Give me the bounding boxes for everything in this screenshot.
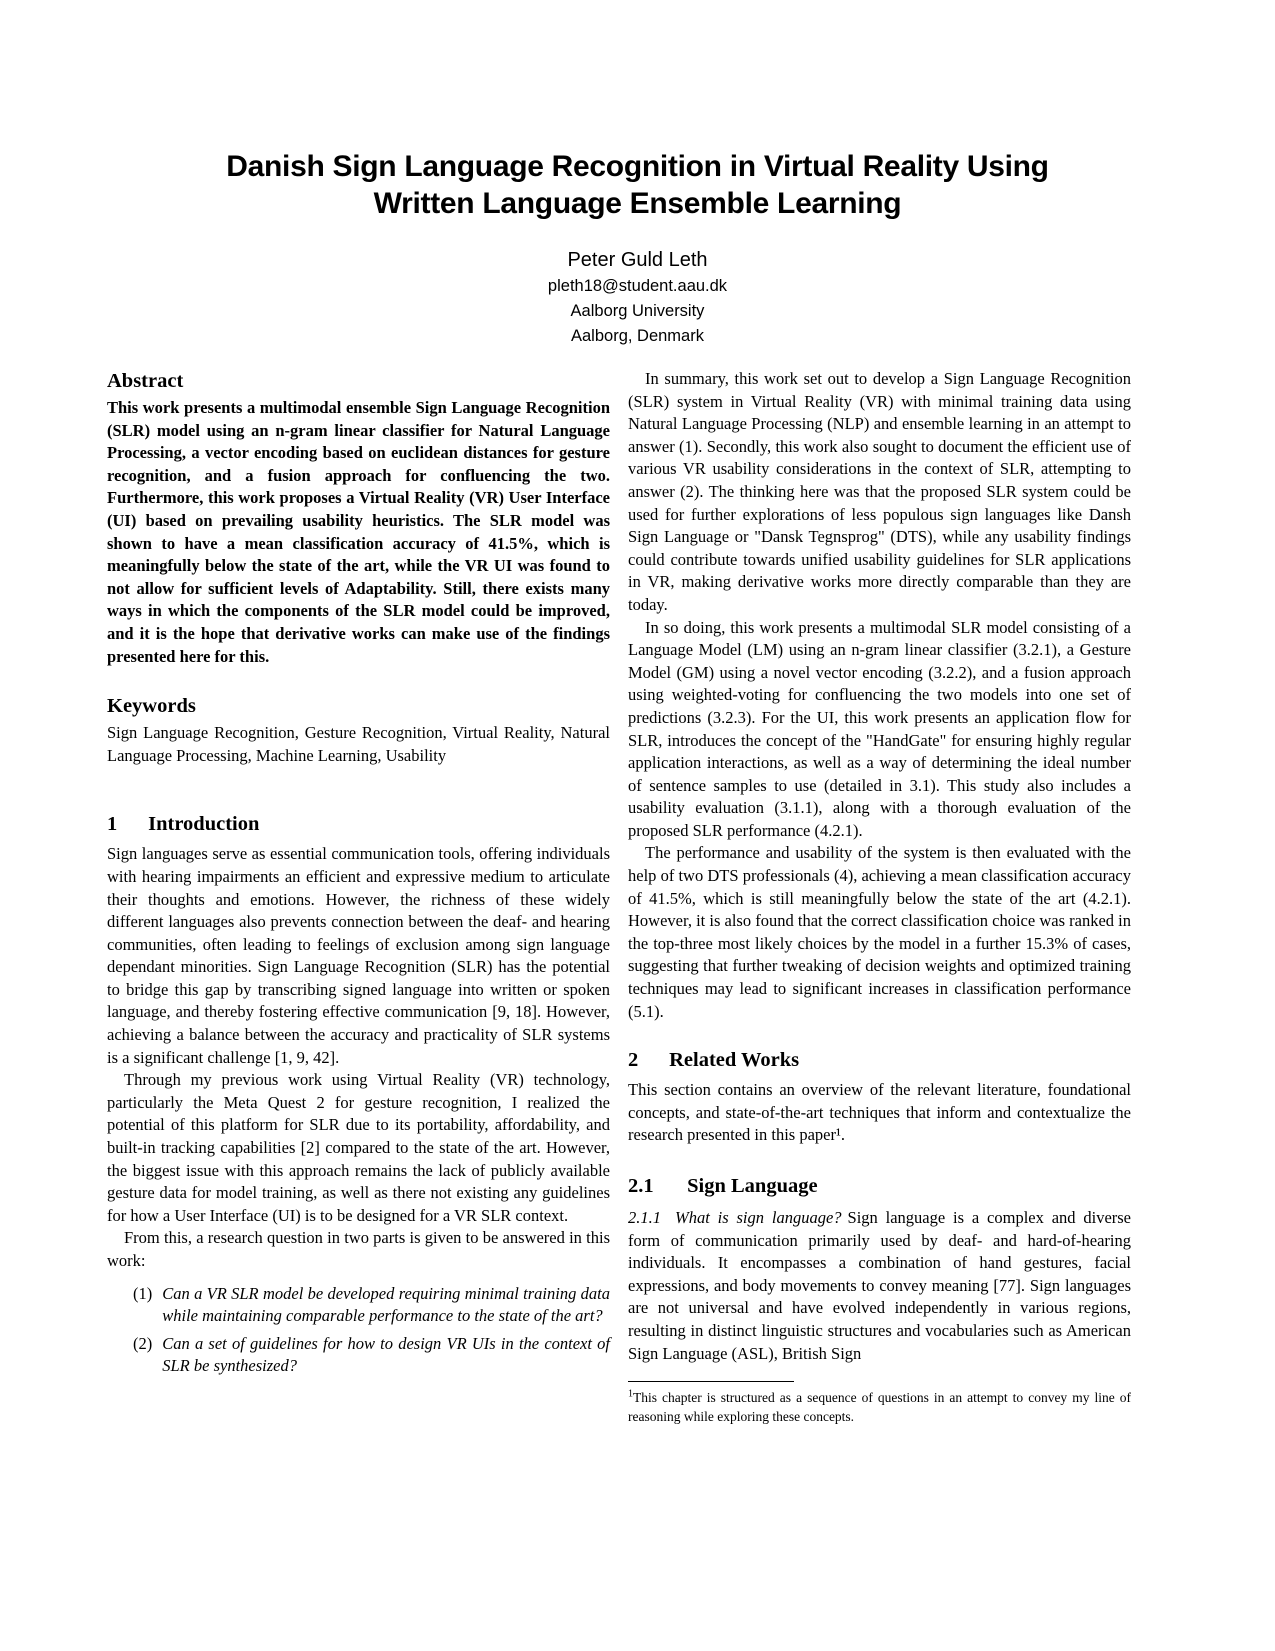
section-2-1-heading — [628, 1173, 1131, 1199]
section-2-heading — [628, 1047, 1131, 1073]
paper-title-line-2: Written Language Ensemble Learning — [373, 187, 902, 220]
footnote-marker: 1 — [628, 1388, 633, 1400]
intro-paragraph-2: Through my previous work using Virtual Reality (VR) technology, particularly the Meta Quest 2 for gesture recognition, I realized the potential of this platform for SLR due to its portability, affordability, and built-in tracking capabilities [2] compared to the state of the art. However, the biggest issue with this approach remains the lack of publicly available gesture data for model training, as well as there not existing any guidelines for how a User Interface (UI) is to be designed for a VR SLR context. — [107, 1070, 610, 1225]
section-2-1-1-text: Sign language is a complex and diverse form of communication primarily used by deaf- and hard-of-hearing individuals. It encompasses a combination of hand gestures, facial expressions, and body movements to convey meaning [77]. Sign languages are not universal and have evolved independently in various regions, resulting in distinct linguistic structures and vocabularies such as American Sign Language (ASL), British Sign — [628, 1208, 1132, 1363]
section-2-number: 2 — [628, 1049, 639, 1072]
summary-paragraph-1: In summary, this work set out to develop a Sign Language Recognition (SLR) system in Virtual Reality (VR) with minimal training data using Natural Language Processing (NLP) and ensemble learning in an attempt to answer (1). Secondly, this work also sought to document the efficient use of various VR usability considerations in the context of SLR, attempting to answer (2). The thinking here was that the proposed SLR system could be used for further explorations of less populous sign languages like Dansh Sign Language or "Dansk Tegnsprog" (DTS), while any usability findings could contribute towards unified usability guidelines for SLR applications in VR, making derivative works more directly comparable than they are today. — [628, 369, 1131, 614]
right-column — [628, 368, 1131, 1426]
footnote-body: This chapter is structured as a sequence of questions in an attempt to convey my line of reasoning while exploring these concepts. — [628, 1390, 1131, 1424]
abstract-text: This work presents a multimodal ensemble Sign Language Recognition (SLR) model using an n-gram linear classifier for Natural Language Processing, a vector encoding based on euclidean distances for gesture recognition, and a fusion approach for confluencing the two. Furthermore, this work proposes a Virtual Reality (VR) User Interface (UI) based on prevailing usability heuristics. The SLR model was shown to have a mean classification accuracy of 41.5%, which is meaningfully below the state of the art, while the VR UI was found to not allow for sufficient levels of Adaptability. Still, there exists many ways in which the components of the SLR model could be improved, and it is the hope that derivative works can make use of the findings presented here for this. — [107, 398, 610, 666]
left-column — [107, 368, 610, 1383]
abstract-heading: Abstract — [107, 370, 184, 392]
section-2-title: Related Works — [669, 1049, 800, 1072]
section-2-1-number: 2.1 — [628, 1175, 654, 1197]
related-works-paragraph: This section contains an overview of the relevant literature, foundational concepts, and state-of-the-art techniques that inform and contextualize the research presented in this paper¹. — [628, 1080, 1131, 1145]
research-question-1-marker: (1) — [133, 1283, 153, 1303]
research-question-2-text: Can a set of guidelines for how to design VR UIs in the context of SLR be synthesized? — [162, 1333, 610, 1376]
research-question-1-text: Can a VR SLR model be developed requiring minimal training data while maintaining comparable performance to the state of the art? — [162, 1283, 610, 1326]
section-2-1-1-title: What is sign language? — [675, 1208, 842, 1227]
paper-title — [0, 148, 1275, 222]
footnote — [628, 1381, 1131, 1426]
section-2-1-1-paragraph — [628, 1207, 1131, 1365]
research-question-1 — [133, 1283, 610, 1328]
author-affiliation: Aalborg University — [570, 302, 705, 320]
section-1-title: Introduction — [148, 813, 260, 836]
section-2-1-1-number: 2.1.1 — [628, 1208, 661, 1227]
research-question-2 — [133, 1333, 610, 1378]
title-block — [0, 148, 1275, 349]
keywords-heading: Keywords — [107, 695, 196, 718]
summary-paragraph-3: The performance and usability of the system is then evaluated with the help of two DTS professionals (4), achieving a mean classification accuracy of 41.5%, which is still meaningfully below the state of the art (4.2.1). However, it is also found that the correct classification choice was ranked in the top-three most likely choices by the model in a further 15.3% of cases, suggesting that further tweaking of decision weights and optimized training techniques may lead to significant increases in classification performance (5.1). — [628, 843, 1131, 1021]
author-email: pleth18@student.aau.dk — [547, 277, 728, 295]
section-1-number: 1 — [107, 813, 118, 836]
paper-title-line-1: Danish Sign Language Recognition in Virtual Reality Using — [226, 150, 1049, 183]
keywords-text: Sign Language Recognition, Gesture Recognition, Virtual Reality, Natural Language Processing, Machine Learning, Usability — [107, 723, 610, 765]
summary-paragraph-2: In so doing, this work presents a multimodal SLR model consisting of a Language Model (LM) using an n-gram linear classifier (3.2.1), a Gesture Model (GM) using a novel vector encoding (3.2.2), and a fusion approach using weighted-voting for confluencing the two models into one set of predictions (3.2.3). For the UI, this work presents an application flow for SLR, introduces the concept of the "HandGate" for ensuring highly regular application interactions, as well as a way of determining the ideal number of sentence samples to use (detailed in 3.1). This study also includes a usability evaluation (3.1.1), along with a thorough evaluation of the proposed SLR performance (4.2.1). — [628, 617, 1131, 840]
section-2-1-title: Sign Language — [687, 1175, 818, 1197]
research-question-list — [107, 1283, 610, 1378]
footnote-text — [628, 1389, 1131, 1426]
research-question-2-marker: (2) — [133, 1333, 153, 1353]
author-name: Peter Guld Leth — [567, 249, 708, 271]
section-1-heading — [107, 811, 610, 837]
footnote-rule — [628, 1381, 794, 1382]
author-location: Aalborg, Denmark — [571, 327, 704, 345]
intro-paragraph-3: From this, a research question in two parts is given to be answered in this work: — [107, 1228, 610, 1270]
intro-paragraph-1: Sign languages serve as essential communication tools, offering individuals with hearing impairments an efficient and expressive medium to articulate their thoughts and emotions. However, the richness of these widely different languages also prevents connection between the deaf- and hearing communities, often leading to feelings of exclusion among sign language dependant minorities. Sign Language Recognition (SLR) has the potential to bridge this gap by transcribing signed language into written or spoken language, and thereby fostering effective communication [9, 18]. However, achieving a balance between the accuracy and practicality of SLR systems is a significant challenge [1, 9, 42]. — [107, 844, 610, 1067]
